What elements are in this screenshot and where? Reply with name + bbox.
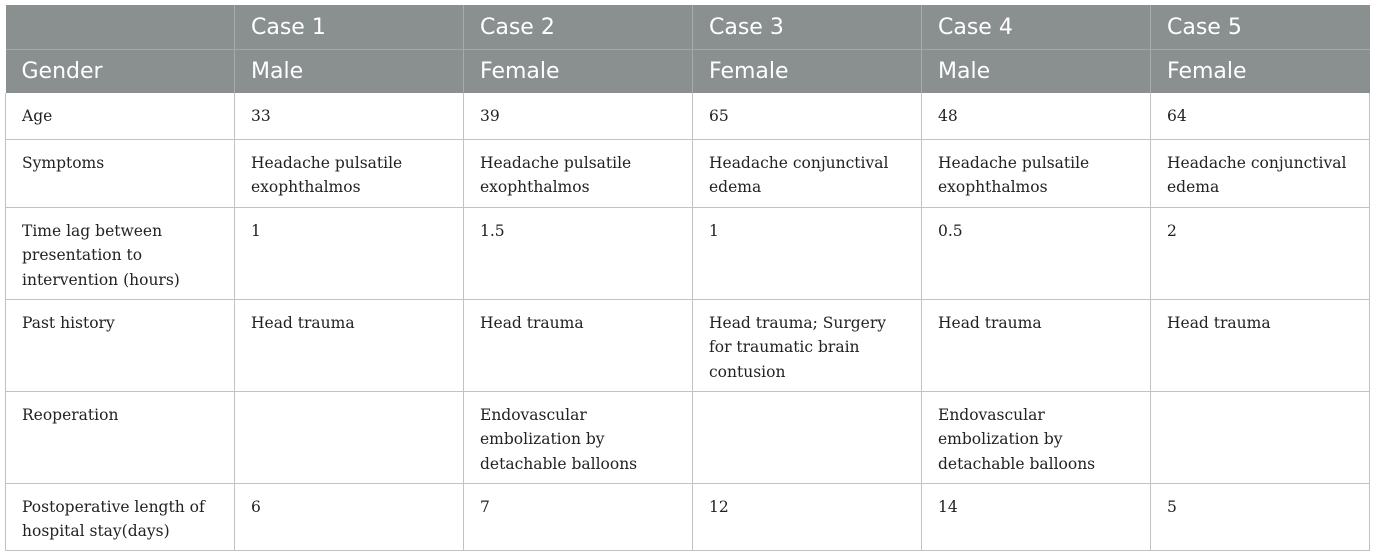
table-cell: Headache pulsatile exophthalmos (464, 139, 693, 207)
row-label: Reoperation (6, 391, 235, 483)
header-gender-case-1: Male (235, 50, 464, 94)
row-label: Time lag between presentation to intervention (hours) (6, 207, 235, 299)
table-cell: Headache pulsatile exophthalmos (922, 139, 1151, 207)
header-row-cases (6, 5, 1370, 50)
table-row-symptoms (6, 139, 1370, 207)
header-gender-case-3: Female (693, 50, 922, 94)
table-row-age (6, 93, 1370, 139)
header-row-gender (6, 50, 1370, 94)
table-row-reoperation (6, 391, 1370, 483)
header-cell-empty (6, 5, 235, 50)
table-row-time-lag (6, 207, 1370, 299)
row-label: Postoperative length of hospital stay(days) (6, 483, 235, 550)
table-cell: 6 (235, 483, 464, 550)
header-case-4: Case 4 (922, 5, 1151, 50)
table-cell: Headache pulsatile exophthalmos (235, 139, 464, 207)
table-cell: 48 (922, 93, 1151, 139)
row-label: Past history (6, 299, 235, 391)
table-cell (235, 391, 464, 483)
table-cell: 1 (693, 207, 922, 299)
header-case-5: Case 5 (1151, 5, 1370, 50)
case-comparison-table (5, 5, 1370, 551)
table-cell (1151, 391, 1370, 483)
header-case-2: Case 2 (464, 5, 693, 50)
header-gender-case-2: Female (464, 50, 693, 94)
row-label: Age (6, 93, 235, 139)
header-gender-label: Gender (6, 50, 235, 94)
table-cell: 39 (464, 93, 693, 139)
table-header (6, 5, 1370, 93)
table-cell: Head trauma (235, 299, 464, 391)
header-gender-case-5: Female (1151, 50, 1370, 94)
table-cell: 7 (464, 483, 693, 550)
table-cell: Endovascular embolization by detachable balloons (922, 391, 1151, 483)
table-cell: 12 (693, 483, 922, 550)
table-cell (693, 391, 922, 483)
table-cell: 14 (922, 483, 1151, 550)
table-row-hospital-stay (6, 483, 1370, 550)
table-body (6, 93, 1370, 550)
table-cell: 5 (1151, 483, 1370, 550)
table-cell: 2 (1151, 207, 1370, 299)
table-cell: Head trauma (922, 299, 1151, 391)
table-cell: 65 (693, 93, 922, 139)
header-case-1: Case 1 (235, 5, 464, 50)
header-gender-case-4: Male (922, 50, 1151, 94)
row-label: Symptoms (6, 139, 235, 207)
table-cell: 0.5 (922, 207, 1151, 299)
header-case-3: Case 3 (693, 5, 922, 50)
table-row-past-history (6, 299, 1370, 391)
table-cell: Headache conjunctival edema (1151, 139, 1370, 207)
table-cell: Head trauma; Surgery for traumatic brain contusion (693, 299, 922, 391)
table-cell: Headache conjunctival edema (693, 139, 922, 207)
table-cell: 33 (235, 93, 464, 139)
table-cell: Endovascular embolization by detachable balloons (464, 391, 693, 483)
table-cell: 1 (235, 207, 464, 299)
table-cell: 1.5 (464, 207, 693, 299)
table-cell: Head trauma (1151, 299, 1370, 391)
table-cell: 64 (1151, 93, 1370, 139)
table-cell: Head trauma (464, 299, 693, 391)
